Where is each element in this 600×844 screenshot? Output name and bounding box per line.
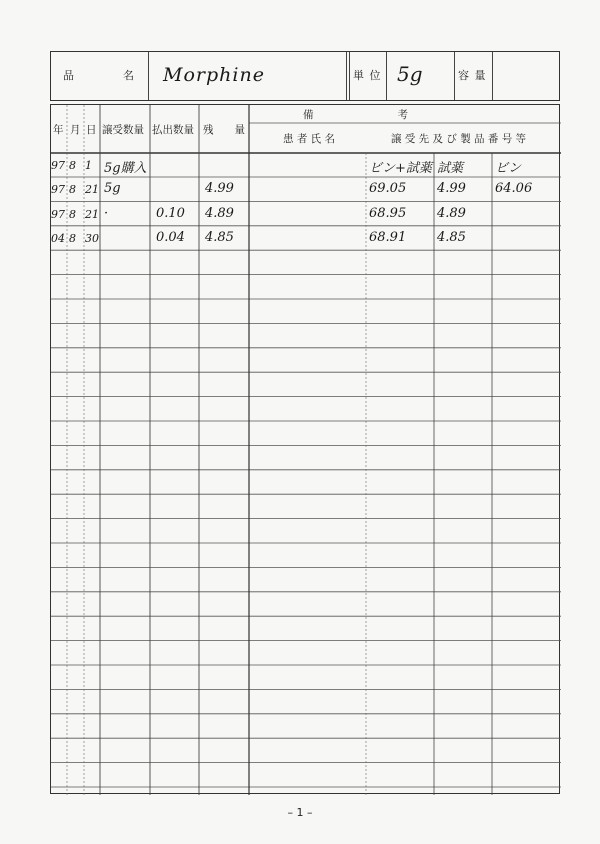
entry-day: 21	[85, 183, 99, 197]
item-name-value: Morphine	[163, 64, 265, 86]
entry-balance: 4.99	[205, 181, 234, 197]
entry-balance: 4.89	[205, 205, 234, 221]
entry-remark-reagent: 4.99	[437, 181, 466, 197]
page-number: – 1 –	[287, 806, 313, 819]
entry-remark-reagent: 4.85	[437, 230, 466, 246]
item-name-label: 品 名	[63, 69, 138, 82]
col-received: 譲受数量	[102, 124, 144, 136]
entry-year: 97	[51, 159, 65, 172]
entry-dispensed: 0.04	[156, 230, 185, 246]
entry-remark-total: 68.95	[369, 205, 407, 221]
entry-month: 8	[69, 183, 76, 197]
entry-year: 97	[51, 207, 65, 221]
capacity-label: 容 量	[458, 69, 487, 82]
entry-month: 8	[69, 159, 76, 172]
col-month: 月	[70, 124, 81, 136]
entry-remark-total: 69.05	[369, 181, 407, 197]
entry-balance: 4.85	[205, 230, 234, 246]
entry-remark-bottle: 64.06	[495, 181, 533, 197]
col-day: 日	[86, 124, 97, 136]
unit-value: 5g	[397, 62, 423, 86]
col-supplier: 譲 受 先 及 び 製 品 番 号 等	[391, 133, 527, 145]
entry-day: 1	[85, 159, 92, 172]
entry-month: 8	[69, 232, 76, 246]
entry-remark-reagent: 試薬	[437, 161, 464, 176]
entry-month: 8	[69, 207, 76, 221]
item-header	[50, 51, 560, 101]
entry-year: 04	[51, 232, 65, 246]
entry-remark-reagent: 4.89	[437, 205, 466, 221]
col-year: 年	[53, 124, 64, 136]
entry-remark-total: 68.91	[369, 230, 407, 246]
entry-year: 97	[51, 183, 65, 197]
entry-remark-bottle: ビン	[495, 161, 522, 176]
unit-label: 単 位	[353, 69, 382, 82]
entry-received: 5g	[104, 181, 121, 197]
entry-remark-total: ビン+試薬	[369, 161, 432, 176]
entry-dispensed: 0.10	[156, 205, 185, 221]
entry-day: 30	[85, 232, 99, 246]
entry-day: 21	[85, 207, 99, 221]
ledger-grid	[50, 104, 560, 794]
col-dispensed: 払出数量	[152, 124, 194, 136]
entry-received: 5g購入	[104, 161, 147, 176]
col-remarks: 備 考	[303, 109, 408, 121]
entry-received: ·	[104, 205, 109, 221]
col-patient: 患 者 氏 名	[283, 133, 336, 145]
col-balance: 残 量	[203, 124, 245, 136]
grid-lines	[51, 105, 561, 795]
